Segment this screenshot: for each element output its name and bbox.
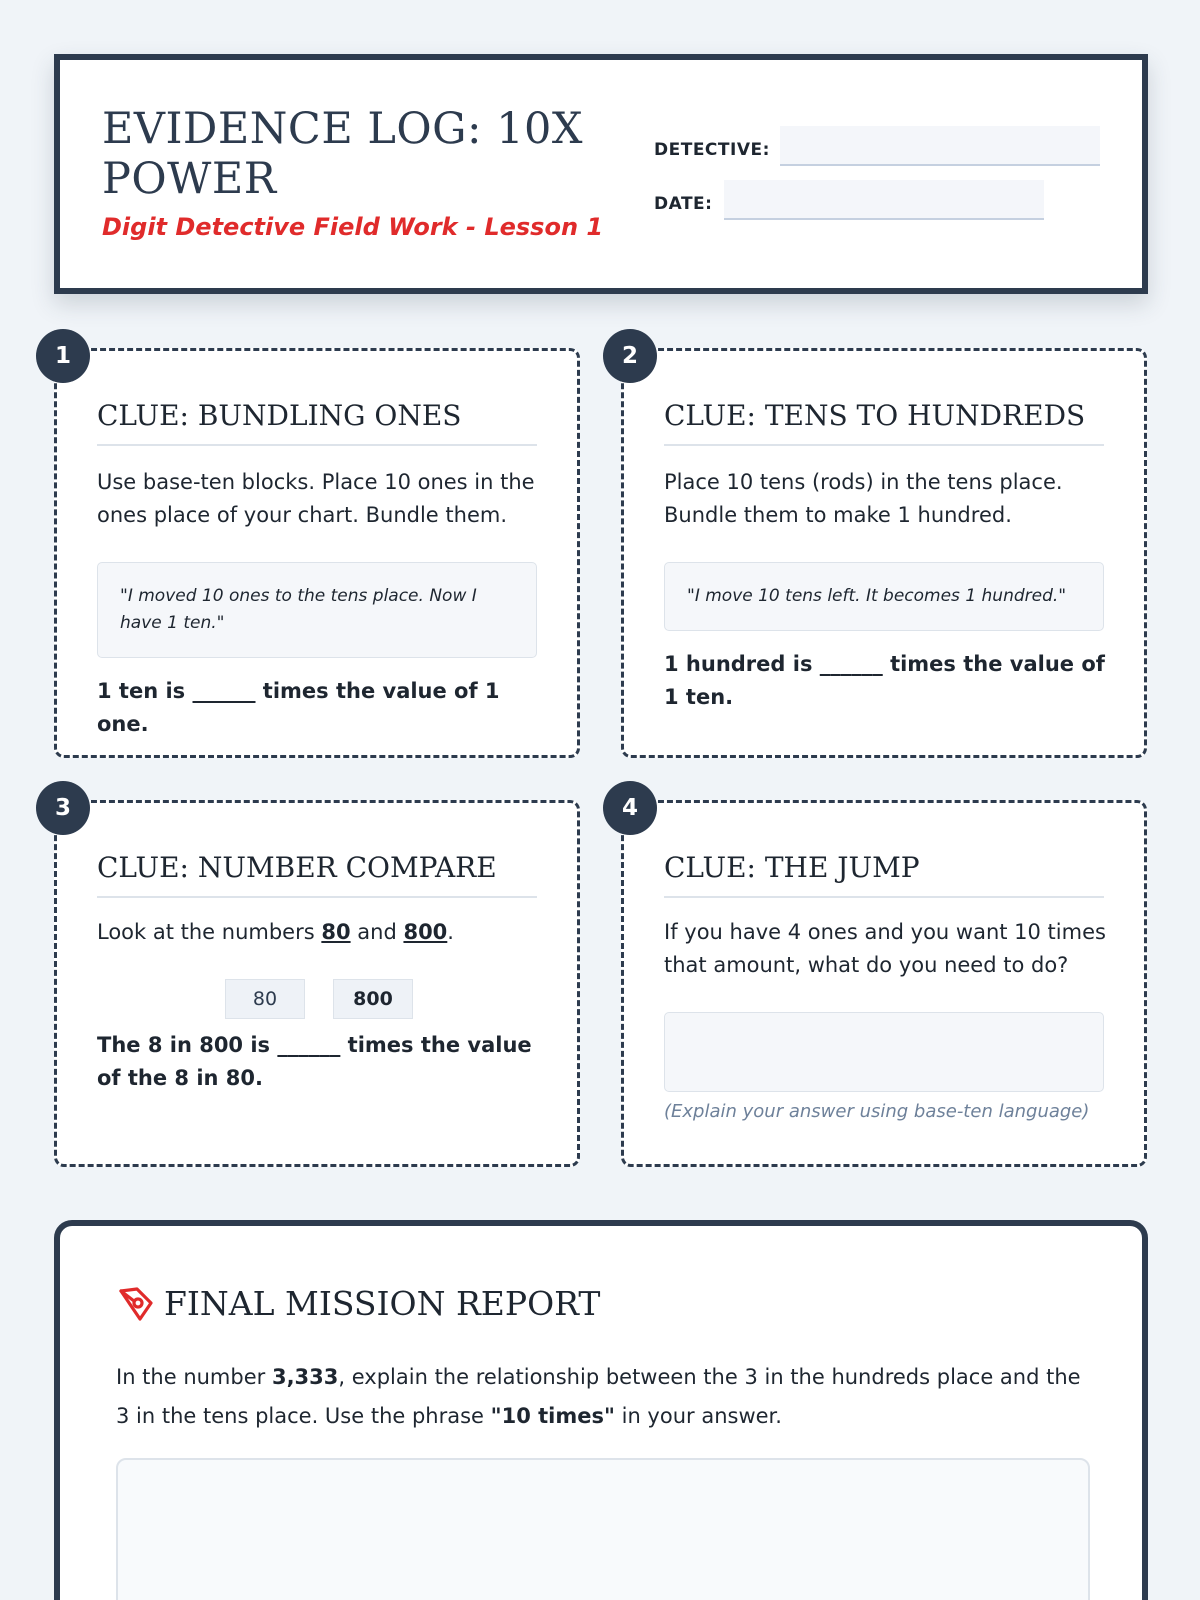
detective-field[interactable] (780, 126, 1100, 166)
final-mission-report (54, 1220, 1148, 1600)
clue-instructions: Place 10 tens (rods) in the tens place. Bundle them to make 1 hundred. (664, 470, 1063, 527)
clue-instructions: Look at the numbers 80 and 800. (97, 920, 454, 944)
clue-number-badge: 3 (36, 781, 90, 835)
clue-card-2 (621, 348, 1147, 758)
number-box-800: 800 (333, 979, 413, 1019)
pen-nib-icon (116, 1284, 156, 1324)
number-800-underlined: 800 (403, 920, 448, 944)
clue-quote: "I moved 10 ones to the tens place. Now I have 1 ten." (97, 562, 537, 658)
clue-title: CLUE: TENS TO HUNDREDS (664, 399, 1104, 446)
clue-prompt: The 8 in 800 is ______ times the value of the 8 in 80. (97, 1033, 532, 1090)
highlighted-phrase: "10 times" (490, 1404, 615, 1428)
highlighted-number: 3,333 (271, 1365, 339, 1389)
page-subtitle: Digit Detective Field Work - Lesson 1 (102, 213, 604, 241)
clue-title: CLUE: NUMBER COMPARE (97, 851, 537, 898)
date-label: DATE: (654, 194, 713, 214)
final-title: FINAL MISSION REPORT (164, 1284, 601, 1323)
clue-card-1 (54, 348, 580, 758)
number-box-80: 80 (225, 979, 305, 1019)
clue-instructions: Use base-ten blocks. Place 10 ones in the ones place of your chart. Bundle them. (97, 470, 535, 527)
clue-title: CLUE: THE JUMP (664, 851, 1104, 898)
clue-title: CLUE: BUNDLING ONES (97, 399, 537, 446)
clue-quote: "I move 10 tens left. It becomes 1 hundred." (664, 562, 1104, 631)
page-title: EVIDENCE LOG: 10X POWER (102, 104, 584, 204)
clue-number-badge: 4 (603, 781, 657, 835)
clue-prompt: 1 hundred is ______ times the value of 1 ten. (664, 652, 1105, 709)
date-field[interactable] (724, 180, 1044, 220)
clue-card-4 (621, 800, 1147, 1167)
clue-number-badge: 2 (603, 329, 657, 383)
number-80-underlined: 80 (321, 920, 351, 944)
final-instructions: In the number 3,333, explain the relationship between the 3 in the hundreds place and the 3 in the tens place. Use the phrase "10 times" in your answer. (116, 1365, 1081, 1428)
answer-hint: (Explain your answer using base-ten language) (664, 1101, 1090, 1122)
worksheet-header (54, 54, 1148, 294)
clue-number-badge: 1 (36, 329, 90, 383)
final-answer-box[interactable] (116, 1458, 1090, 1600)
detective-label: DETECTIVE: (654, 140, 770, 160)
clue-instructions: If you have 4 ones and you want 10 times that amount, what do you need to do? (664, 920, 1106, 977)
answer-box[interactable] (664, 1012, 1104, 1092)
clue-prompt: 1 ten is ______ times the value of 1 one. (97, 679, 500, 736)
clue-card-3 (54, 800, 580, 1167)
